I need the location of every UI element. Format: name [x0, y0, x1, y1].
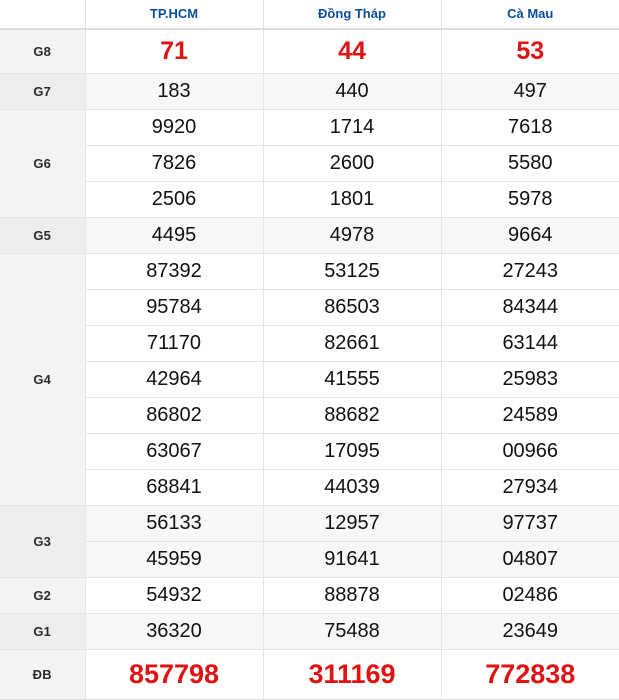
result-number: 2600 — [263, 146, 441, 182]
result-number: 24589 — [441, 398, 619, 434]
table-header — [0, 0, 619, 29]
result-number: 63144 — [441, 326, 619, 362]
result-number: 17095 — [263, 434, 441, 470]
result-number: 183 — [85, 74, 263, 110]
result-number: 82661 — [263, 326, 441, 362]
result-number: 53 — [441, 29, 619, 74]
result-number: 91641 — [263, 542, 441, 578]
result-number: 75488 — [263, 614, 441, 650]
table-row — [0, 290, 619, 326]
table-row — [0, 146, 619, 182]
result-number: 857798 — [85, 650, 263, 700]
result-number: 41555 — [263, 362, 441, 398]
prize-label-g5: G5 — [0, 218, 85, 254]
result-number: 04807 — [441, 542, 619, 578]
result-number: 88682 — [263, 398, 441, 434]
result-number: 27934 — [441, 470, 619, 506]
prize-label-g1: G1 — [0, 614, 85, 650]
table-row — [0, 218, 619, 254]
result-number: 88878 — [263, 578, 441, 614]
result-number: 772838 — [441, 650, 619, 700]
table-row — [0, 29, 619, 74]
result-number: 4495 — [85, 218, 263, 254]
result-number: 44 — [263, 29, 441, 74]
result-number: 53125 — [263, 254, 441, 290]
result-number: 5580 — [441, 146, 619, 182]
table-row — [0, 110, 619, 146]
header-corner-cell — [0, 0, 85, 29]
table-row — [0, 542, 619, 578]
result-number: 23649 — [441, 614, 619, 650]
result-number: 36320 — [85, 614, 263, 650]
result-number: 97737 — [441, 506, 619, 542]
result-number: 86503 — [263, 290, 441, 326]
table-row — [0, 614, 619, 650]
header-row — [0, 0, 619, 29]
table-body — [0, 29, 619, 700]
table-row — [0, 578, 619, 614]
prize-label-g3: G3 — [0, 506, 85, 578]
header-province-tphcm[interactable]: TP.HCM — [85, 0, 263, 29]
table-row — [0, 254, 619, 290]
table-row — [0, 506, 619, 542]
result-number: 4978 — [263, 218, 441, 254]
result-number: 9664 — [441, 218, 619, 254]
table-row — [0, 362, 619, 398]
result-number: 497 — [441, 74, 619, 110]
prize-label-g4: G4 — [0, 254, 85, 506]
result-number: 5978 — [441, 182, 619, 218]
result-number: 1801 — [263, 182, 441, 218]
table-row — [0, 398, 619, 434]
result-number: 02486 — [441, 578, 619, 614]
result-number: 1714 — [263, 110, 441, 146]
result-number: 63067 — [85, 434, 263, 470]
result-number: 00966 — [441, 434, 619, 470]
prize-label-b: ĐB — [0, 650, 85, 700]
result-number: 2506 — [85, 182, 263, 218]
prize-label-g6: G6 — [0, 110, 85, 218]
result-number: 9920 — [85, 110, 263, 146]
result-number: 44039 — [263, 470, 441, 506]
result-number: 71170 — [85, 326, 263, 362]
result-number: 440 — [263, 74, 441, 110]
table-row — [0, 434, 619, 470]
result-number: 56133 — [85, 506, 263, 542]
result-number: 311169 — [263, 650, 441, 700]
prize-label-g8: G8 — [0, 29, 85, 74]
result-number: 7618 — [441, 110, 619, 146]
table-row — [0, 470, 619, 506]
result-number: 27243 — [441, 254, 619, 290]
table-row — [0, 326, 619, 362]
result-number: 54932 — [85, 578, 263, 614]
prize-label-g2: G2 — [0, 578, 85, 614]
result-number: 12957 — [263, 506, 441, 542]
result-number: 25983 — [441, 362, 619, 398]
header-province-camau[interactable]: Cà Mau — [441, 0, 619, 29]
result-number: 68841 — [85, 470, 263, 506]
prize-label-g7: G7 — [0, 74, 85, 110]
result-number: 42964 — [85, 362, 263, 398]
result-number: 86802 — [85, 398, 263, 434]
table-row — [0, 182, 619, 218]
result-number: 7826 — [85, 146, 263, 182]
result-number: 45959 — [85, 542, 263, 578]
result-number: 84344 — [441, 290, 619, 326]
result-number: 71 — [85, 29, 263, 74]
table-row — [0, 74, 619, 110]
result-number: 87392 — [85, 254, 263, 290]
header-province-dongthap[interactable]: Đồng Tháp — [263, 0, 441, 29]
result-number: 95784 — [85, 290, 263, 326]
table-row — [0, 650, 619, 700]
